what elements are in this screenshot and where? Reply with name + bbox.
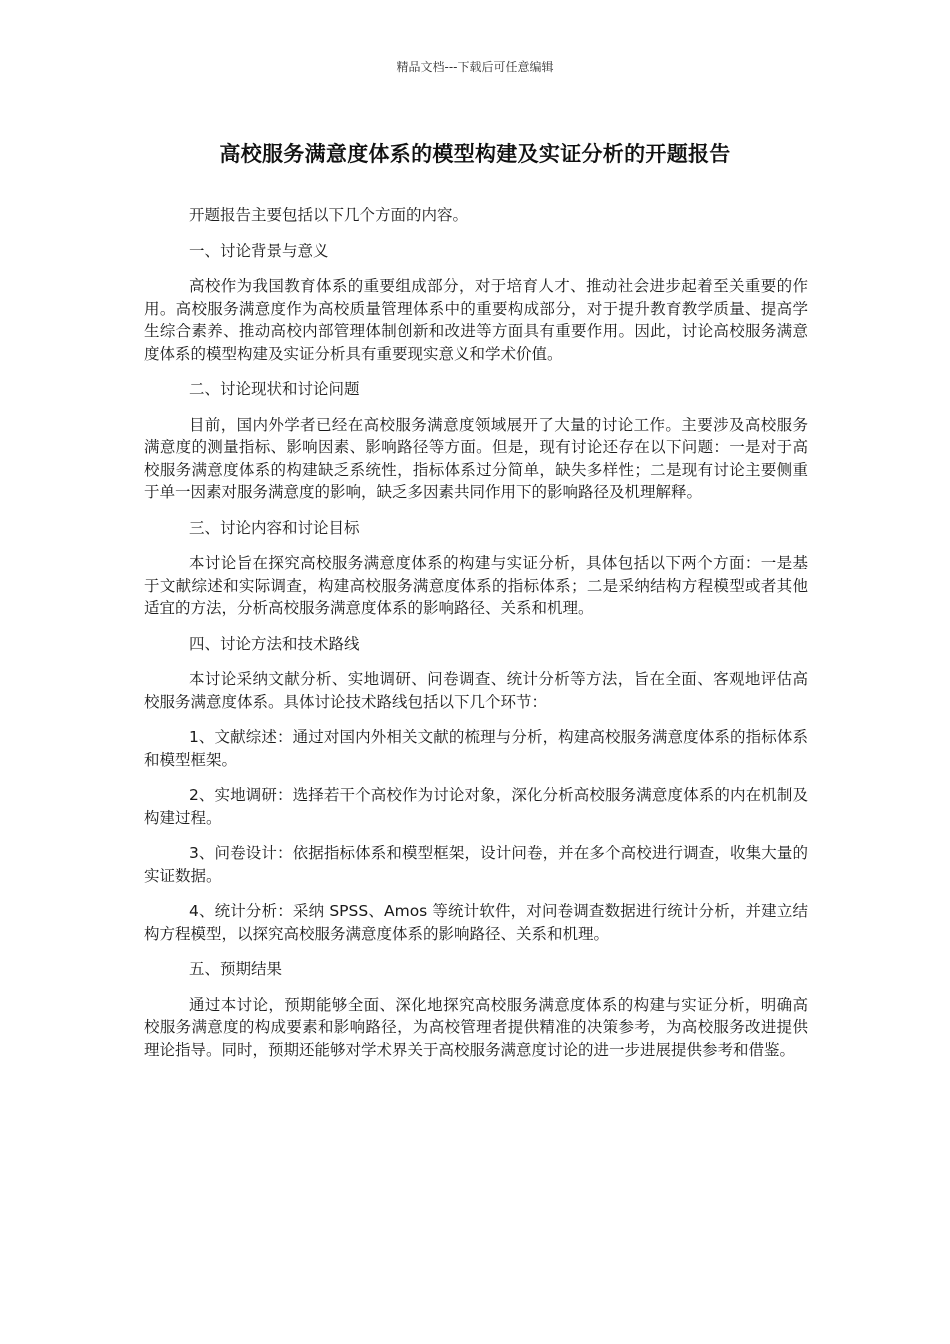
paragraph-methods: 本讨论采纳文献分析、实地调研、问卷调查、统计分析等方法，旨在全面、客观地评估高校服务满意度体系。具体讨论技术路线包括以下几个环节： bbox=[144, 670, 808, 711]
list-item-statistics: 4、统计分析：采纳 SPSS、Amos 等统计软件，对问卷调查数据进行统计分析，并建立结构方程模型，以探究高校服务满意度体系的影响路径、关系和机理。 bbox=[144, 902, 808, 943]
section-heading-status: 二、讨论现状和讨论问题 bbox=[188, 380, 360, 398]
section-heading-methods: 四、讨论方法和技术路线 bbox=[188, 634, 360, 653]
intro-paragraph: 开题报告主要包括以下几个方面的内容。 bbox=[188, 206, 468, 224]
list-item-questionnaire: 3、问卷设计：依据指标体系和模型框架，设计问卷，并在多个高校进行调查，收集大量的实证数据。 bbox=[144, 844, 808, 885]
paragraph-background: 高校作为我国教育体系的重要组成部分，对于培育人才、推动社会进步起着至关重要的作用。高校服务满意度作为高校质量管理体系中的重要构成部分，对于提升教育教学质量、提高学生综合素养、推动高校内部管理体制创新和改进等方面具有重要作用。因此，讨论高校服务满意度体系的模型构建及实证分析具有重要现实意义和学术价值。 bbox=[144, 277, 808, 363]
section-heading-background: 一、讨论背景与意义 bbox=[188, 241, 329, 260]
paragraph-content: 本讨论旨在探究高校服务满意度体系的构建与实证分析，具体包括以下两个方面：一是基于文献综述和实际调查，构建高校服务满意度体系的指标体系；二是采纳结构方程模型或者其他适宜的方法，分析高校服务满意度体系的影响路径、关系和机理。 bbox=[144, 554, 808, 617]
list-item-field-research: 2、实地调研：选择若干个高校作为讨论对象，深化分析高校服务满意度体系的内在机制及构建过程。 bbox=[144, 786, 808, 827]
section-heading-expected: 五、预期结果 bbox=[188, 960, 282, 978]
paragraph-status: 目前，国内外学者已经在高校服务满意度领域展开了大量的讨论工作。主要涉及高校服务满意度的测量指标、影响因素、影响路径等方面。但是，现有讨论还存在以下问题：一是对于高校服务满意度体系的构建缺乏系统性，指标体系过分简单，缺失多样性；二是现有讨论主要侧重于单一因素对服务满意度的影响，缺乏多因素共同作用下的影响路径及机理解释。 bbox=[144, 415, 808, 501]
section-heading-content: 三、讨论内容和讨论目标 bbox=[188, 518, 360, 537]
paragraph-expected: 通过本讨论，预期能够全面、深化地探究高校服务满意度体系的构建与实证分析，明确高校服务满意度的构成要素和影响路径，为高校管理者提供精准的决策参考，为高校服务改进提供理论指导。同时，预期还能够对学术界关于高校服务满意度讨论的进一步进展提供参考和借鉴。 bbox=[144, 995, 808, 1059]
page-header-note: 精品文档---下载后可任意编辑 bbox=[396, 60, 554, 74]
document-body bbox=[144, 204, 808, 1074]
document-title: 高校服务满意度体系的模型构建及实证分析的开题报告 bbox=[219, 142, 731, 166]
list-item-literature-review: 1、文献综述：通过对国内外相关文献的梳理与分析，构建高校服务满意度体系的指标体系和模型框架。 bbox=[144, 728, 808, 769]
